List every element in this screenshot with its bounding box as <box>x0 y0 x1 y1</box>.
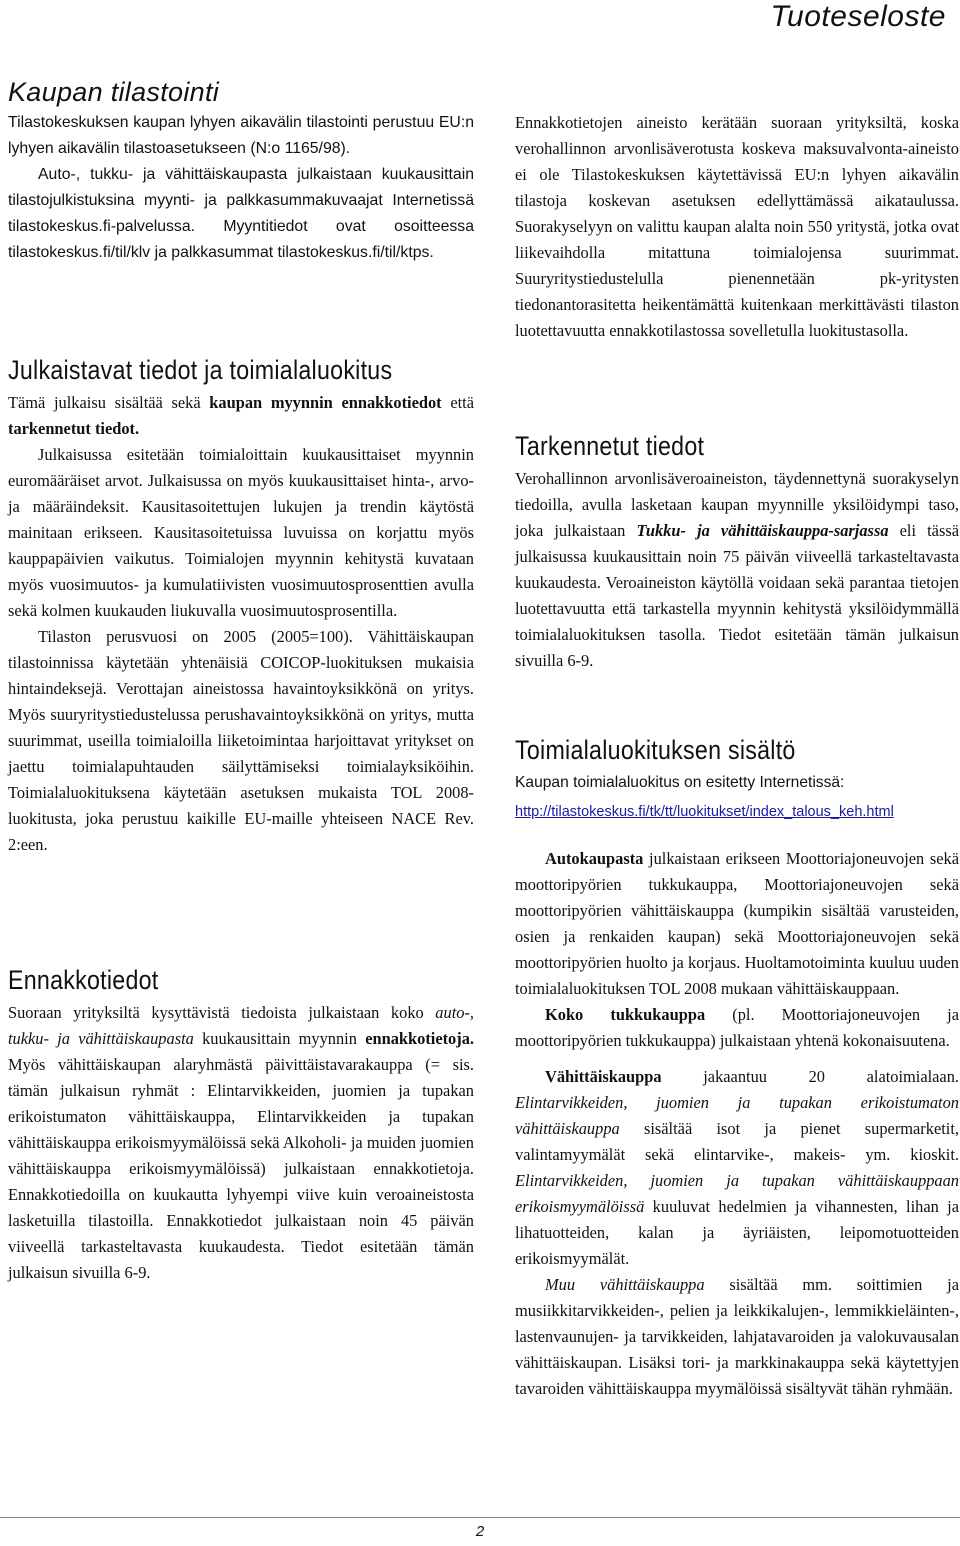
heading-ennakkotiedot: Ennakkotiedot <box>8 965 159 995</box>
heading-julkaistavat-tiedot: Julkaistavat tiedot ja toimialaluokitus <box>8 355 393 385</box>
italic-text: auto-, tukku- ja vähittäiskaupasta <box>8 1003 474 1048</box>
page-number: 2 <box>475 1523 485 1540</box>
bold-text: Autokaupasta <box>545 849 644 868</box>
paragraph-ennakko-aineisto <box>515 110 959 344</box>
paragraph-text <box>515 1064 959 1272</box>
paragraph-text <box>515 1272 959 1402</box>
bold-text: ennakkotietoja. <box>365 1029 475 1048</box>
text-span: kuukausittain myynnin <box>193 1029 366 1048</box>
paragraph-text: Kaupan toimialaluokitus on esitetty Internetissä: <box>515 774 845 791</box>
paragraph-intro <box>8 110 474 266</box>
paragraph-text: Julkaisussa esitetään toimialoittain kuukausittaiset myynnin euromääräiset arvot. Julkaisussa on myös kuukausittaiset hinta-, arvo- ja määräindeksit. Kausitasoitettujen lukujen ja trendin käytöstä mainitaan erikseen. Kausitasoitetuissa luvuissa on korjattu myös kauppapäivien vaikutus. Toimialojen myynnin kehitystä kuvataan myös vuosimuutos- ja kumulatiivisten vuosimuutosprosenttien avulla sekä kolmen kuukauden liukuvalla vuosimuutosprosentilla. <box>8 445 474 620</box>
text-span: Verohallinnon arvonlisäveroaineiston, täydennettynä suorakyselyn tiedoilla, avulla lasketaan kaupan myynnille yksilöidympi taso, joka julkaistaan <box>515 469 959 540</box>
text-span: Myös vähittäiskaupan alaryhmästä päivittäistavarakauppa (= sis. tämän julkaisun ryhmät : Elintarvikkeiden, juomien ja tupakan erikoistumaton vähittäiskauppa, Elintarvikkeiden ja tupakan vähittäiskauppa erikoismyymälöissä sekä Alkoholi- ja muiden juomien vähittäiskauppa erikoismyymälöissä) julkaistaan ennakkotietoja. Ennakkotiedoilla on kuukautta lyhyempi viive kuin veroaineistosta lasketuilla tilastoilla. Ennakkotiedot julkaistaan noin 45 päivän viiveellä tarkasteltavasta kuukaudesta. Tiedot esitetään tämän julkaisun sivuilla 6-9. <box>8 1055 474 1282</box>
bold-italic-text: Tukku- ja vähittäiskauppa-sarjassa <box>636 521 889 540</box>
footer-divider <box>0 1517 960 1518</box>
bold-text: kaupan myynnin ennakkotiedot <box>209 393 442 412</box>
text-span: sisältää isot ja pienet supermarketit, valintamyymälät sekä elintarvike-, makeis- ym. kioskit. <box>515 1119 959 1164</box>
page-header-title: Tuoteseloste <box>770 0 946 33</box>
paragraph-julkaistavat <box>8 390 474 858</box>
heading-kaupan-tilastointi: Kaupan tilastointi <box>8 77 220 107</box>
bold-text: Vähittäiskauppa <box>545 1067 662 1086</box>
text-span: Tämä julkaisu sisältää sekä <box>8 393 210 412</box>
paragraph-text: Tilaston perusvuosi on 2005 (2005=100). Vähittäiskaupan tilastoinnissa käytetään yhtenäisiä COICOP-luokituksen mukaisia hintaindeksejä. Verottajan aineistossa havaintoyksikkönä on yritys. Myös suuryritystiedustelussa perushavaintoyksikkönä on yritys, mutta suurimmat, useilla toimialoilla liiketoimintaa harjoittavat yritykset on jaettu toimialapuhtauden säilyttämiseksi toimialayksiköihin. Toimialaluokituksena käytetään asetuksen mukaista TOL 2008-luokitusta, joka perustuu kaikille EU-maille yhteiseen NACE Rev. 2:een. <box>8 627 474 854</box>
paragraph-ennakkotiedot <box>8 1000 474 1286</box>
italic-text: Muu vähittäiskauppa <box>545 1275 705 1294</box>
link-paragraph <box>515 798 959 825</box>
classification-link[interactable]: http://tilastokeskus.fi/tk/tt/luokitukset/index_talous_keh.html <box>515 804 894 820</box>
italic-text: Elintarvikkeiden, juomien ja tupakan erikoistumaton vähittäiskauppa <box>515 1093 959 1138</box>
paragraph-text <box>515 466 959 674</box>
text-span: jakaantuu 20 alatoimialaan. <box>661 1067 959 1086</box>
paragraph-text <box>515 1002 959 1054</box>
paragraph-text <box>8 1000 474 1286</box>
paragraph-luokitus-link <box>515 770 959 825</box>
paragraph-text: Ennakkotietojen aineisto kerätään suoraan yrityksiltä, koska verohallinnon arvonlisäverotusta koskeva maksuvalvonta-aineisto ei ole Tilastokeskuksen käytettävissä EU:n lyhyen aikavälin tilastoja koskevan asetuksen edellyttämässä aikataulussa. Suorakyselyyn on valittu kaupan alalta noin 550 yritystä, jotka ovat liikevaihdolla mitattuna toimialojensa suurimmat. Suuryritystiedustelulla pienennetään pk-yritysten tiedonantorasitetta heikentämättä kuitenkaan merkittävästi tilaston luotettavuutta ennakkotilastossa sovelletulla luokitustasolla. <box>515 113 959 340</box>
text-span: että <box>441 393 474 412</box>
text-span: eli tässä julkaisussa kuukausittain noin 75 päivän viiveellä tarkasteltavasta kuukaudesta. Veroaineiston käytöllä voidaan sekä parantaa tietojen luotettavuutta että tarkastella myynnin kehitystä yksilöidymmällä toimialaluokituksen tasolla. Tiedot esitetään tämän julkaisun sivuilla 6-9. <box>515 521 959 670</box>
paragraph-text: Tilastokeskuksen kaupan lyhyen aikavälin tilastointi perustuu EU:n lyhyen aikavälin tilastoasetukseen (N:o 1165/98). <box>8 114 474 157</box>
heading-toimialaluokituksen-sisalto: Toimialaluokituksen sisältö <box>515 735 796 765</box>
heading-tarkennetut-tiedot: Tarkennetut tiedot <box>515 431 705 461</box>
paragraph-text <box>515 846 959 1002</box>
paragraph-text <box>8 390 474 442</box>
text-span: kuuluvat hedelmien ja vihannesten, lihan ja lihatuotteiden, kalan ja äyriäisten, leipomotuotteiden erikoismyymälät. <box>515 1197 959 1268</box>
text-span: sisältää mm. soittimien ja musiikkitarvikkeiden-, pelien ja leikkikalujen-, lemmikkieläinten-, lastenvaunujen- ja tarvikkeiden, lahjatavaroiden ja valokuvausalan vähittäiskaupan. Lisäksi tori- ja markkinakauppa sekä käytettyjen tavaroiden vähittäiskauppa myymälöissä sisältyvät tähän ryhmään. <box>515 1275 959 1398</box>
paragraph-tarkennetut <box>515 466 959 674</box>
text-span: (pl. Moottoriajoneuvojen ja moottoripyörien tukkukauppa) julkaistaan yhtenä kokonaisuutena. <box>515 1005 959 1050</box>
paragraph-text: Auto-, tukku- ja vähittäiskaupasta julkaistaan kuukausittain tilastojulkistuksina myynti- ja palkkasummakuvaajat Internetissä tilastokeskus.fi-palvelussa. Myyntitiedot ovat osoitteessa tilastokeskus.fi/til/klv ja palkkasummat tilastokeskus.fi/til/ktps. <box>8 166 474 261</box>
bold-text: Koko tukkukauppa <box>545 1005 706 1024</box>
paragraph-luokitus-sisalto <box>515 846 959 1402</box>
bold-text: tarkennetut tiedot. <box>8 419 140 438</box>
italic-text: Elintarvikkeiden, juomien ja tupakan vähittäiskauppaan erikoismyymälöissä <box>515 1171 959 1216</box>
text-span: Suoraan yrityksiltä kysyttävistä tiedoista julkaistaan koko <box>8 1003 436 1022</box>
text-span: julkaistaan erikseen Moottoriajoneuvojen sekä moottoripyörien tukkukauppa, Moottoriajoneuvojen sekä moottoripyörien vähittäiskauppa (kumpikin sisältää varusteiden, osien ja renkaiden kaupan) sekä Moottoriajoneuvojen sekä moottoripyörien huolto ja korjaus. Huoltamotoiminta kuuluu uuden toimialaluokituksen TOL 2008 mukaan vähittäiskauppaan. <box>515 849 959 998</box>
